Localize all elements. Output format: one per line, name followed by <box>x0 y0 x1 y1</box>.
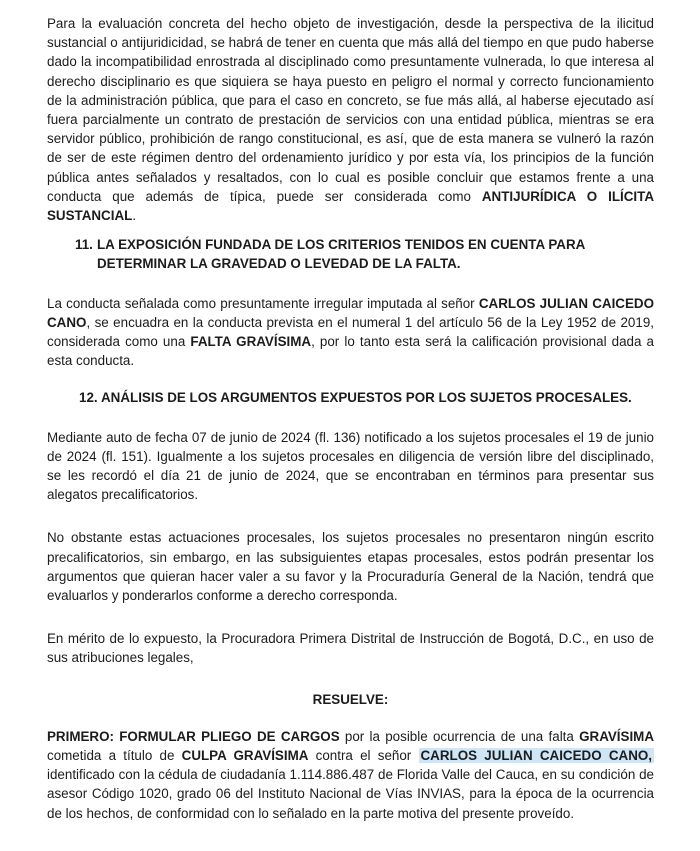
highlighted-person-name: CARLOS JULIAN CAICEDO CANO, <box>420 747 652 763</box>
resuelve-heading: RESUELVE: <box>312 691 389 707</box>
section-11-heading <box>47 235 654 273</box>
paragraph-no-obstante: No obstante estas actuaciones procesales, los sujetos procesales no presentaron ningún escrito precalificatorios, sin embargo, en las subsiguientes etapas procesales, estos podrán presentar los argumentos que quieran hacer valer a su favor y la Procuraduría General de la Nación, tendrá que evaluarlos y ponderarlos conforme a derecho corresponda. <box>47 530 654 604</box>
bold-text: CULPA GRAVÍSIMA <box>181 747 309 763</box>
paragraph-text: cometida a título de <box>47 747 182 763</box>
section-title: ANÁLISIS DE LOS ARGUMENTOS EXPUESTOS POR LOS SUJETOS PROCESALES. <box>101 390 632 406</box>
paragraph-notificacion: Mediante auto de fecha 07 de junio de 2024 (fl. 136) notificado a los sujetos procesales el 19 de junio de 2024 (fl. 151). Igualmente a los sujetos procesales en diligencia de versión libre del disciplinado, se les recordó el día 21 de junio de 2024, que se encontraban en términos para presentar sus alegatos precalificatorios. <box>47 429 654 503</box>
section-number: 11. <box>75 237 93 253</box>
paragraph-merito: En mérito de lo expuesto, la Procuradora Primera Distrital de Instrucción de Bogotá, D.C., en uso de sus atribuciones legales, <box>47 631 654 666</box>
paragraph-text: La conducta señalada como presuntamente irregular imputada al señor <box>47 295 479 311</box>
section-number: 12. <box>79 390 98 406</box>
paragraph-text: , se encuadra en la conducta prevista en el numeral 1 del artículo 56 de la Ley 1952 de 2019, considerada como una <box>47 314 654 350</box>
paragraph-gravedad <box>47 294 654 371</box>
paragraph-text: identificado con la cédula de ciudadanía 1.114.886.487 de Florida Valle del Cauca, en su condición de asesor Código 1020, grado 06 del Instituto Nacional de Vías INVIAS, para la época de la ocurrencia de los hechos, de conformidad con lo señalado en la parte motiva del presente proveído. <box>47 767 654 821</box>
paragraph-text: Para la evaluación concreta del hecho objeto de investigación, desde la perspectiva de la ilicitud sustancial o antijuridicidad, se habrá de tener en cuenta que más allá del tiempo en que pudo haberse dado la incompatibilidad enrostrada al disciplinado como presuntamente vulnerada, lo que interesa al derecho disciplinario es que siquiera se haya puesto en peligro el normal y correcto funcionamiento de la administración pública, que para el caso en concreto, se fue más allá, al haberse ejecutado así fuera parcialmente un contrato de prestación de servicios con una entidad pública, mientras se era servidor público, prohibición de rango constitucional, es así, que de esta manera se vulneró la razón de ser de este régimen dentro del ordenamiento jurídico y por esta vía, los principios de la función pública antes señalados y resaltados, con lo cual es posible concluir que estamos frente a una conducta que además de típica, puede ser considerada como <box>47 16 654 204</box>
paragraph-text: contra el señor <box>308 747 419 763</box>
paragraph-text: por la posible ocurrencia de una falta <box>339 728 580 744</box>
bold-text: FALTA GRAVÍSIMA <box>190 334 312 350</box>
person-name: CARLOS JULIAN CAICEDO CANO <box>47 295 654 330</box>
paragraph-text: , por lo tanto esta será la calificación provisional dada a esta conducta. <box>47 334 655 369</box>
paragraph-ilicitud <box>47 14 654 225</box>
paragraph-primero <box>47 727 654 823</box>
paragraph-text: . <box>132 208 137 224</box>
section-title: LA EXPOSICIÓN FUNDADA DE LOS CRITERIOS TENIDOS EN CUENTA PARA DETERMINAR LA GRAVEDAD O LEVEDAD DE LA FALTA. <box>97 237 585 272</box>
bold-text: PRIMERO: FORMULAR PLIEGO DE CARGOS <box>47 728 340 744</box>
section-12-heading <box>47 388 654 407</box>
bold-text: GRAVÍSIMA <box>579 728 654 744</box>
bold-text: ANTIJURÍDICA O ILÍCITA SUSTANCIAL <box>47 188 655 224</box>
